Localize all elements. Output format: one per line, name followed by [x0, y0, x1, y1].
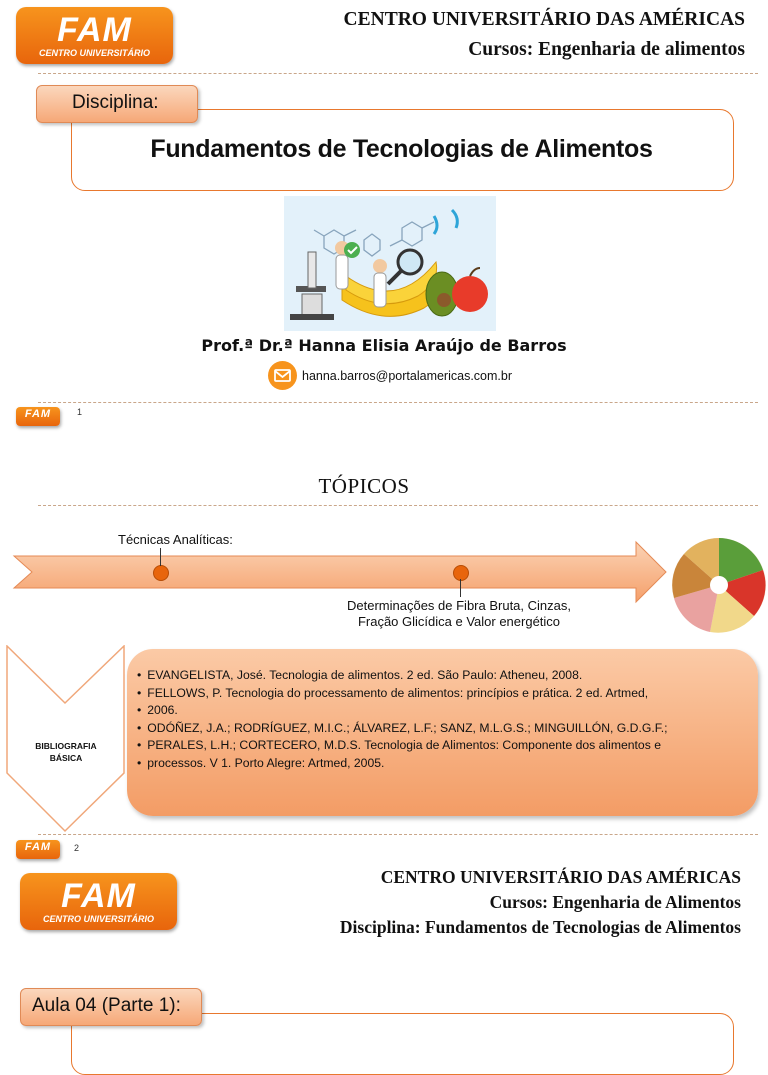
divider — [38, 505, 758, 506]
discipline-tab-label: Disciplina: — [72, 92, 159, 113]
page-number: 2 — [74, 843, 80, 853]
fam-logo-small — [16, 407, 60, 426]
timeline-marker-2 — [453, 565, 469, 581]
milestone-label: Fração Glicídica e Valor energético — [357, 614, 561, 629]
bibliography-list — [137, 667, 668, 773]
bibliography-item: • ODÓÑEZ, J.A.; RODRÍGUEZ, M.I.C.; ÁLVAREZ, L.F.; SANZ, M.L.G.S.; MINGUILLÓN, G.D.G.F.; — [137, 720, 668, 738]
bibliography-chevron — [6, 645, 126, 833]
timeline-arrow — [12, 540, 670, 604]
milestone-label: Determinações de Fibra Bruta, Cinzas, — [347, 598, 571, 613]
bibliography-item: • EVANGELISTA, José. Tecnologia de alimentos. 2 ed. São Paulo: Atheneu, 2008. — [137, 667, 668, 685]
bibliography-item: • processos. V 1. Porto Alegre: Artmed, 2005. — [137, 755, 668, 773]
course-title: Fundamentos de Tecnologias de Alimentos — [150, 135, 653, 163]
institution-title: CENTRO UNIVERSITÁRIO DAS AMÉRICAS — [380, 867, 741, 887]
fam-logo — [16, 7, 173, 64]
logo-main-text: FAM — [57, 11, 132, 49]
professor-name: Prof.ª Dr.ª Hanna Elisia Araújo de Barros — [201, 336, 567, 355]
bibliography-label — [6, 740, 126, 764]
logo-main-text: FAM — [24, 408, 52, 420]
bibliography-label-line: BÁSICA — [49, 753, 83, 763]
divider — [38, 73, 758, 74]
topics-title: TÓPICOS — [318, 474, 410, 498]
discipline-subtitle: Disciplina: Fundamentos de Tecnologias de Alimentos — [339, 917, 741, 937]
timeline-connector — [160, 548, 161, 566]
bibliography-item: • PERALES, L.H.; CORTECERO, M.D.S. Tecnologia de Alimentos: Componente dos alimentos e — [137, 737, 668, 755]
logo-main-text: FAM — [24, 841, 52, 853]
divider — [38, 402, 758, 403]
logo-main-text: FAM — [61, 877, 136, 915]
timeline-marker-1 — [153, 565, 169, 581]
bibliography-item: • 2006. — [137, 702, 668, 720]
bibliography-label-line: BIBLIOGRAFIA — [35, 741, 97, 751]
divider — [38, 834, 758, 835]
logo-sub-text: CENTRO UNIVERSITÁRIO — [42, 914, 154, 924]
course-subtitle: Cursos: Engenharia de Alimentos — [489, 892, 741, 912]
course-subtitle: Cursos: Engenharia de alimentos — [468, 39, 745, 60]
email-link[interactable]: hanna.barros@portalamericas.com.br — [302, 369, 513, 383]
institution-title: CENTRO UNIVERSITÁRIO DAS AMÉRICAS — [343, 9, 745, 30]
bibliography-item: • FELLOWS, P. Tecnologia do processamento de alimentos: princípios e prática. 2 ed. Artmed, — [137, 685, 668, 703]
milestone-label: Técnicas Analíticas: — [118, 532, 233, 547]
timeline-connector — [460, 579, 461, 597]
food-science-illustration — [284, 196, 496, 331]
lesson-tab-label: Aula 04 (Parte 1): — [32, 995, 181, 1016]
logo-sub-text: CENTRO UNIVERSITÁRIO — [38, 48, 150, 58]
bibliography-box — [127, 649, 758, 816]
fam-logo-small — [16, 840, 60, 859]
fam-logo — [20, 873, 177, 930]
email-icon — [268, 361, 297, 390]
food-plate-image — [670, 536, 768, 634]
page-number: 1 — [77, 407, 83, 417]
